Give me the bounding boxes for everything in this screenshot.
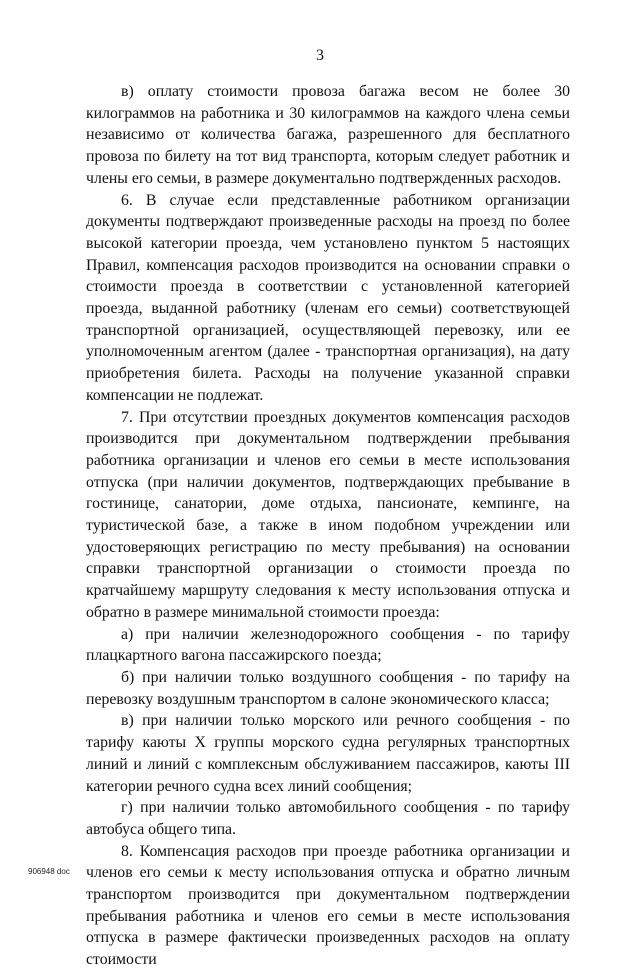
list-item-air: б) при наличии только воздушного сообщения - по тарифу на перевозку воздушным транспортом в салоне экономического класса; (86, 668, 570, 708)
page-number: 3 (316, 47, 324, 64)
list-item-road: г) при наличии только автомобильного сообщения - по тарифу автобуса общего типа. (86, 799, 570, 838)
list-item-sea-river: в) при наличии только морского или речного сообщения - по тарифу каюты X группы морского судна регулярных транспортных линий и линий с комплексным обслуживанием пассажиров, каюты III категории речного судна всех линий сообщения; (86, 712, 570, 795)
paragraph-8-personal-transport: 8. Компенсация расходов при проезде работника организации и членов его семьи к месту использования отпуска и обратно личным транспортом производится при документальном подтверждении пребывания работника и членов его семьи в месте использования отпуска в размере фактически произведенных расходов на оплату стоимости (86, 842, 570, 969)
footer-document-code: 906948 doc (28, 867, 70, 876)
paragraph-6-higher-category: 6. В случае если представленные работником организации документы подтверждают произведенные расходы на проезд по более высокой категории проезда, чем установлено пунктом 5 настоящих Правил, компенсация расходов производится на основании справки о стоимости проезда в соответствии с установленной категорией проезда, выданной работнику (членам его семьи) соответствующей транспортной организацией, осуществляющей перевозку, или ее уполномоченным агентом (далее - транспортная организация), на дату приобретения билета. Расходы на получение указанной справки компенсации не подлежат. (86, 191, 570, 404)
document-body (86, 81, 570, 971)
paragraph-7-no-tickets: 7. При отсутствии проездных документов компенсация расходов производится при документальном подтверждении пребывания работника организации и членов его семьи в месте использования отпуска (при наличии документов, подтверждающих пребывание в гостинице, санатории, доме отдыха, пансионате, кемпинге, на туристической базе, а также в ином подобном учреждении или удостоверяющих регистрацию по месту пребывания) на основании справки транспортной организации о стоимости проезда по кратчайшему маршруту следования к месту использования отпуска и обратно в размере минимальной стоимости проезда: (86, 408, 570, 621)
list-item-railway: а) при наличии железнодорожного сообщения - по тарифу плацкартного вагона пассажирского поезда; (86, 625, 570, 665)
paragraph-baggage-payment: в) оплату стоимости провоза багажа весом не более 30 килограммов на работника и 30 килограммов на каждого члена семьи независимо от количества багажа, разрешенного для бесплатного провоза по билету на тот вид транспорта, которым следует работник и члены его семьи, в размере документально подтвержденных расходов. (86, 83, 570, 187)
